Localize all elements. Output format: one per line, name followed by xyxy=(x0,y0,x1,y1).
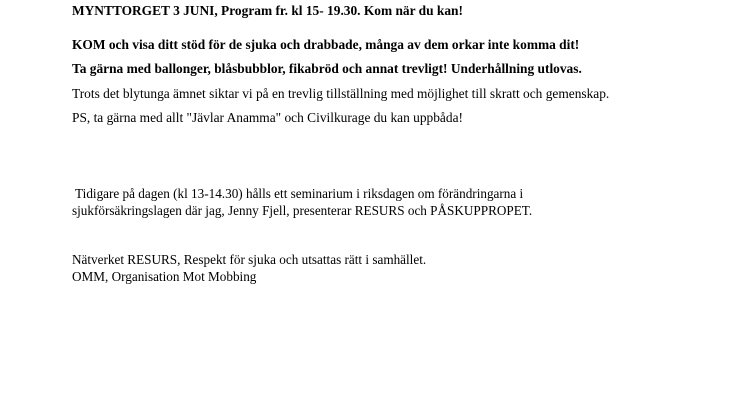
event-heading: MYNTTORGET 3 JUNI, Program fr. kl 15- 19.30. Kom när du kan! xyxy=(72,3,463,18)
ps-line: PS, ta gärna med allt "Jävlar Anamma" och Civilkurage du kan uppbåda! xyxy=(72,110,463,125)
seminar-line-2: sjukförsäkringslagen där jag, Jenny Fjell, presenterar RESURS och PÅSKUPPROPET. xyxy=(72,203,533,218)
call-to-action-line: KOM och visa ditt stöd för de sjuka och drabbade, många av dem orkar inte komma dit! xyxy=(72,37,580,52)
organization-resurs: Nätverket RESURS, Respekt för sjuka och utsattas rätt i samhället. xyxy=(72,252,427,267)
atmosphere-line: Trots det blytunga ämnet siktar vi på en trevlig tillställning med möjlighet till skratt och gemenskap. xyxy=(72,86,610,101)
organization-omm: OMM, Organisation Mot Mobbing xyxy=(72,269,257,284)
bring-items-line: Ta gärna med ballonger, blåsbubblor, fikabröd och annat trevligt! Underhållning utlovas. xyxy=(72,61,582,76)
seminar-line-1: Tidigare på dagen (kl 13-14.30) hålls ett seminarium i riksdagen om förändringarna i xyxy=(72,186,524,201)
